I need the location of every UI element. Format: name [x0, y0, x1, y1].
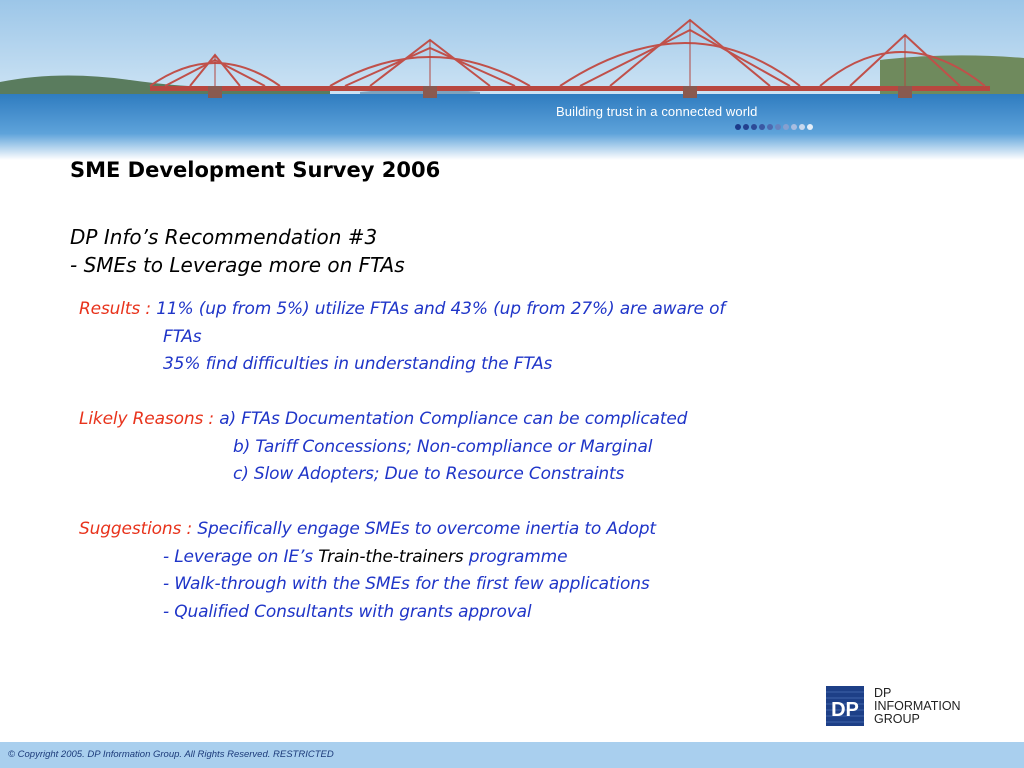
- logo-line-1: DP: [874, 685, 892, 700]
- dot-5: [775, 124, 781, 130]
- suggestion-3: - Walk-through with the SMEs for the first few applications: [163, 574, 650, 594]
- suggestion-2-highlight: Train-the-trainers: [318, 546, 464, 567]
- decorative-dots: [735, 124, 813, 130]
- suggestion-1: Specifically engage SMEs to overcome inertia to Adopt: [197, 519, 656, 539]
- logo-line-2: INFORMATION: [874, 698, 961, 713]
- copyright-text: © Copyright 2005. DP Information Group. All Rights Reserved. RESTRICTED: [8, 749, 334, 760]
- reasons-label: Likely Reasons :: [79, 409, 220, 429]
- header-banner: [0, 0, 1024, 160]
- reasons-line-a: [79, 406, 919, 434]
- dot-4: [767, 124, 773, 130]
- bridge-photo: [0, 0, 1024, 160]
- dot-1: [743, 124, 749, 130]
- suggestion-2: [79, 544, 919, 572]
- dp-logo-icon: [826, 686, 864, 726]
- dot-6: [783, 124, 789, 130]
- slide-title: SME Development Survey 2006: [70, 158, 441, 182]
- results-text-1: 11% (up from 5%) utilize FTAs and 43% (up from 27%) are aware of: [156, 299, 726, 319]
- company-logo: [826, 686, 961, 726]
- dot-2: [751, 124, 757, 130]
- reason-c: c) Slow Adopters; Due to Resource Constraints: [233, 464, 625, 484]
- dot-9: [807, 124, 813, 130]
- dot-3: [759, 124, 765, 130]
- suggestion-2-suffix: programme: [463, 546, 568, 567]
- logo-wordmark: [874, 687, 961, 726]
- subtitle-line-1: DP Info’s Recommendation #3: [70, 225, 378, 249]
- subtitle-line-2: - SMEs to Leverage more on FTAs: [70, 253, 405, 277]
- results-line-1: [79, 296, 919, 324]
- suggestion-2-prefix: - Leverage on IE’s: [163, 546, 319, 567]
- reason-b: b) Tariff Concessions; Non-compliance or Marginal: [233, 436, 653, 457]
- suggestion-4: - Qualified Consultants with grants approval: [163, 601, 532, 622]
- dot-8: [799, 124, 805, 130]
- slide-subtitle: [70, 223, 405, 279]
- tagline: Building trust in a connected world: [556, 104, 758, 119]
- results-line-3: 35% find difficulties in understanding the FTAs: [163, 354, 553, 374]
- slide-body: [79, 296, 919, 626]
- results-label: Results :: [79, 299, 157, 319]
- dot-7: [791, 124, 797, 130]
- results-line-2: FTAs: [163, 326, 202, 347]
- suggestions-label: Suggestions :: [79, 519, 198, 539]
- suggestions-line-1: [79, 516, 919, 544]
- logo-line-3: GROUP: [874, 711, 920, 726]
- reason-a: a) FTAs Documentation Compliance can be complicated: [219, 409, 688, 429]
- logo-mark-text: DP: [831, 699, 859, 721]
- footer-bar: [0, 742, 1024, 768]
- dot-0: [735, 124, 741, 130]
